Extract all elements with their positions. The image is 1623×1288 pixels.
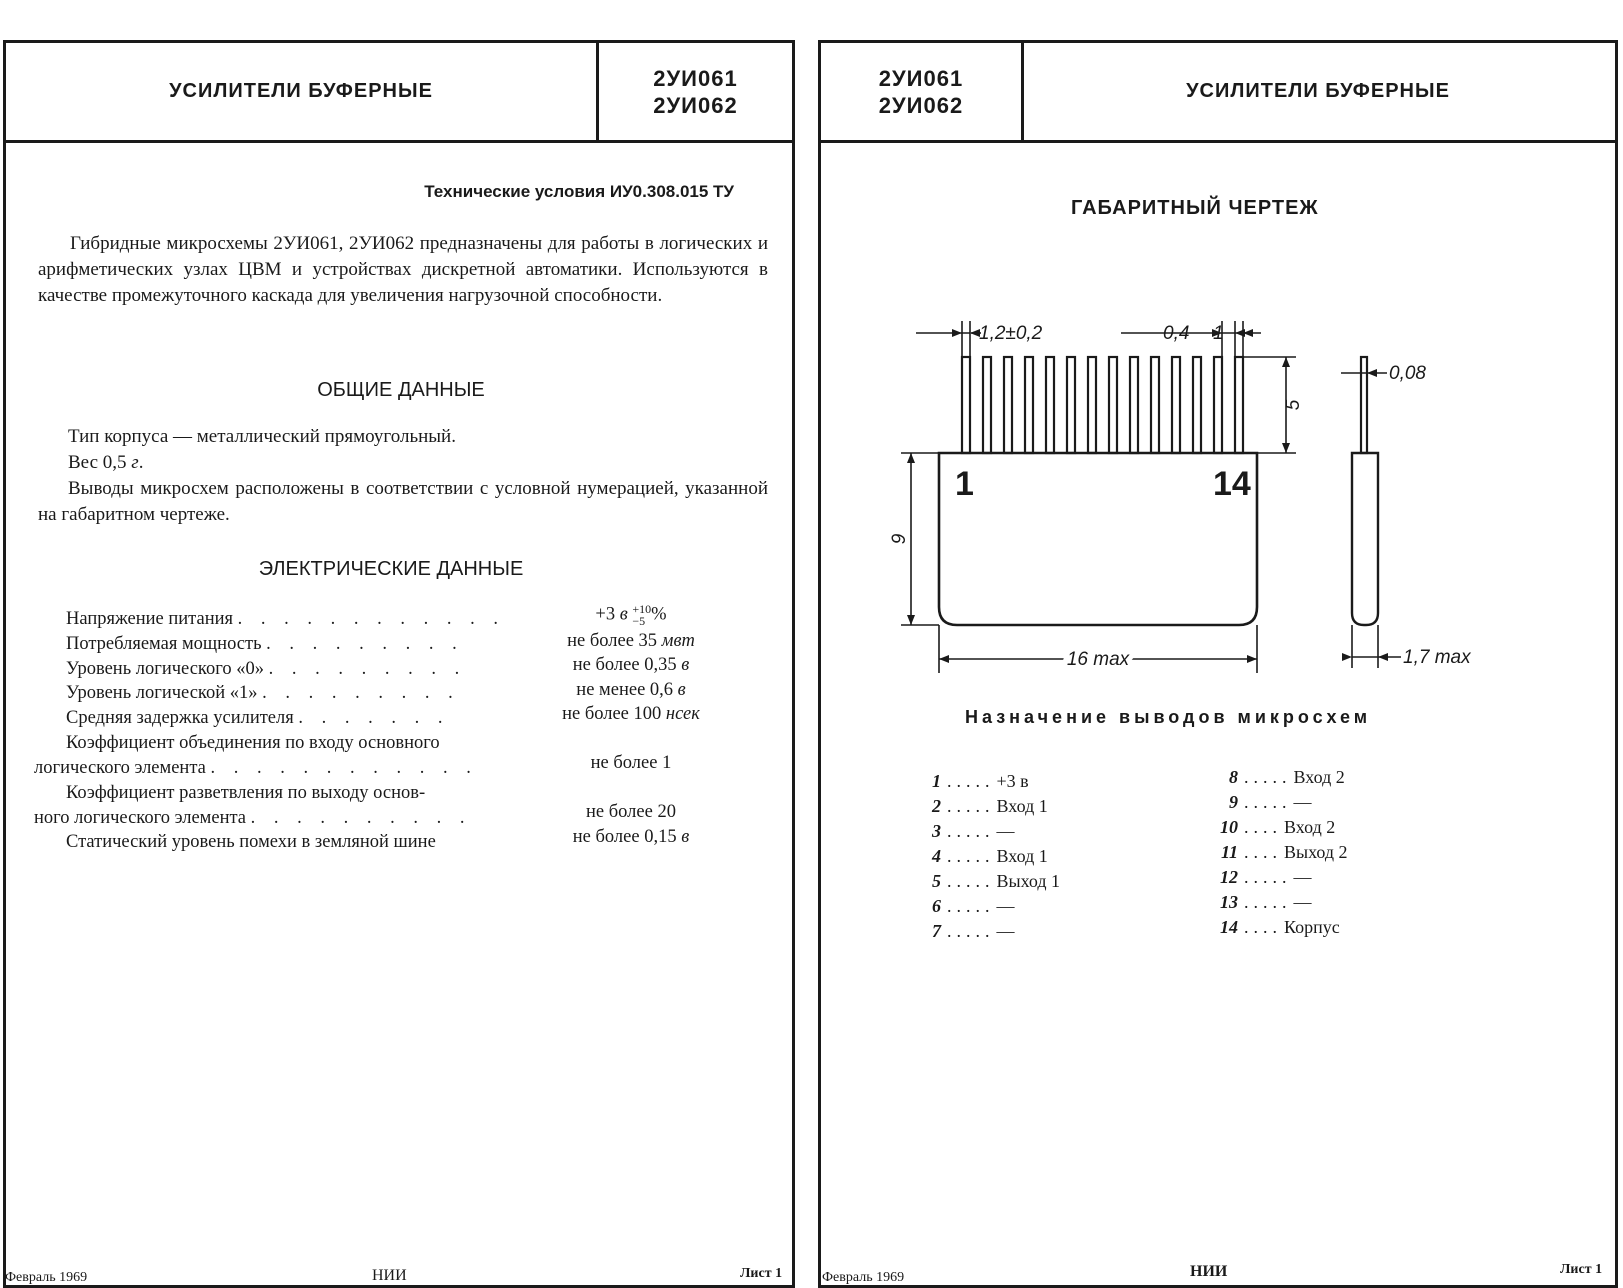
param-name-delay: Средняя задержка усилителя . . . . . . . — [66, 708, 450, 728]
dim-side-thickness: 1,7 max — [1403, 647, 1471, 668]
param-name-supply: Напряжение питания . . . . . . . . . . . . — [66, 609, 506, 629]
pin-row-11: 11 .... Выход 2 — [1220, 842, 1348, 862]
pins-title: Назначение выводов микросхем — [965, 707, 1372, 727]
left-footer-sheet: Лист 1 — [740, 1266, 783, 1281]
param-name-power: Потребляемая мощность . . . . . . . . . — [66, 634, 464, 654]
dim-side-lead: 0,08 — [1389, 363, 1426, 384]
right-header-title: УСИЛИТЕЛИ БУФЕРНЫЕ — [1186, 80, 1450, 102]
side-lead — [1361, 357, 1367, 453]
pin-row-4: 4 ..... Вход 1 — [932, 846, 1048, 866]
drawing-title: ГАБАРИТНЫЙ ЧЕРТЕЖ — [1071, 197, 1319, 219]
param-name-level1: Уровень логической «1» . . . . . . . . . — [66, 683, 460, 703]
left-footer-date: Февраль 1969 — [5, 1270, 88, 1285]
general-line-3: Выводы микросхем расположены в соответствии с условной нумерацией, указанной на габаритном чертеже. — [38, 478, 768, 525]
package-body — [939, 453, 1257, 625]
dim-body-height: 9 — [889, 533, 910, 545]
param-name-noise: Статический уровень помехи в земляной шине — [66, 832, 436, 852]
dim-lead-end: 1 — [1213, 323, 1224, 344]
left-header-codes — [596, 43, 792, 140]
dim-pitch: 1,2±0,2 — [979, 323, 1043, 344]
pin-row-9: 9 ..... — — [1229, 792, 1312, 812]
param-name-fanout-cont: ного логического элемента . . . . . . . . . . — [34, 808, 472, 828]
left-header — [6, 43, 792, 143]
dim-lead-width: 0,4 — [1163, 323, 1190, 344]
left-sheet — [3, 40, 795, 1288]
param-value-power: не более 35 мвт — [567, 631, 695, 651]
dim-body-width: 16 max — [1066, 649, 1130, 670]
param-value-noise: не более 0,15 в — [572, 827, 690, 847]
pin-row-5: 5 ..... Выход 1 — [932, 871, 1061, 891]
param-value-level0: не более 0,35 в — [572, 655, 690, 675]
side-body — [1352, 453, 1378, 625]
outline-drawing — [821, 283, 1615, 703]
param-value-fanout: не более 20 — [586, 802, 676, 822]
pin-row-14: 14 .... Корпус — [1220, 917, 1340, 937]
dim-lead-height: 5 — [1283, 399, 1304, 411]
right-header-codes — [821, 43, 1024, 140]
left-header-title: УСИЛИТЕЛИ БУФЕРНЫЕ — [169, 80, 433, 102]
pin-row-10: 10 .... Вход 2 — [1220, 817, 1336, 837]
right-sheet — [818, 40, 1618, 1288]
pin-row-3: 3 ..... — — [932, 821, 1015, 841]
pin-row-8: 8 ..... Вход 2 — [1229, 767, 1345, 787]
pin-label-first: 1 — [955, 465, 974, 503]
param-value-fanin: не более 1 — [590, 753, 672, 773]
pin-row-12: 12 ..... — — [1220, 867, 1312, 887]
pin-row-13: 13 ..... — — [1220, 892, 1312, 912]
left-header-code2: 2УИ062 — [653, 92, 738, 118]
pin-row-6: 6 ..... — — [932, 896, 1015, 916]
param-name-fanin-cont: логического элемента . . . . . . . . . . . . — [34, 758, 478, 778]
intro-paragraph: Гибридные микросхемы 2УИ061, 2УИ062 предназначены для работы в логических и арифметических узлах ЦВМ и устройствах дискретной автоматики. Используются в качестве промежуточного каскада для увеличения нагрузочной способности. — [38, 233, 768, 306]
pin-row-2: 2 ..... Вход 1 — [932, 796, 1048, 816]
general-title: ОБЩИЕ ДАННЫЕ — [317, 379, 485, 401]
right-header-code1: 2УИ061 — [878, 65, 964, 91]
pin-row-1: 1 ..... +3 в — [932, 771, 1029, 791]
left-header-code1: 2УИ061 — [653, 65, 738, 91]
electrical-title: ЭЛЕКТРИЧЕСКИЕ ДАННЫЕ — [258, 558, 524, 580]
tech-conditions: Технические условия ИУ0.308.015 ТУ — [424, 182, 734, 201]
general-line-2: Вес 0,5 г. — [68, 452, 144, 473]
param-value-supply: +3 в +10 −5 % — [595, 602, 667, 628]
right-footer-date: Февраль 1969 — [822, 1270, 905, 1285]
pin-leads — [962, 357, 1243, 453]
right-footer-sheet: Лист 1 — [1560, 1262, 1603, 1277]
param-name-fanout: Коэффициент разветвления по выходу основ- — [66, 783, 426, 803]
param-value-level1: не менее 0,6 в — [576, 680, 686, 700]
right-header-code2: 2УИ062 — [878, 92, 964, 118]
right-footer-org: НИИ — [1190, 1263, 1228, 1280]
general-line-1: Тип корпуса — металлический прямоугольный. — [68, 426, 456, 447]
pin-label-last: 14 — [1213, 465, 1251, 503]
param-name-fanin: Коэффициент объединения по входу основного — [66, 733, 440, 753]
param-value-delay: не более 100 нсек — [562, 704, 700, 724]
right-header — [821, 43, 1615, 143]
pin-row-7: 7 ..... — — [932, 921, 1015, 941]
param-name-level0: Уровень логического «0» . . . . . . . . . — [66, 659, 467, 679]
left-footer-org: НИИ — [372, 1267, 407, 1284]
